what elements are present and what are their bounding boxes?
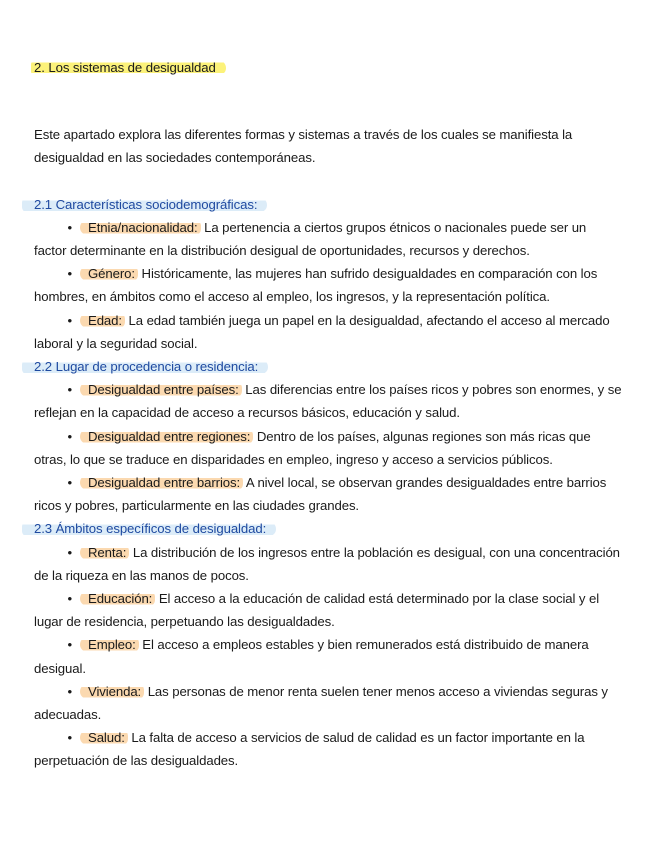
item-term: Etnia/nacionalidad: xyxy=(80,220,201,235)
bullet-icon: • xyxy=(67,591,72,607)
item-text: Dentro de los países, algunas regiones son más ricas que otras, lo que se traduce en disparidades en empleo, ingreso y acceso a servicios públicos. xyxy=(34,428,591,467)
section-heading-text: 2. Los sistemas de desigualdad xyxy=(31,60,226,75)
list-item xyxy=(34,471,622,517)
list-item xyxy=(34,425,622,471)
item-term: Educación: xyxy=(80,591,155,606)
subsection-title: 2.1 Características sociodemográficas: xyxy=(34,193,622,216)
bullet-icon: • xyxy=(67,312,72,328)
list-item xyxy=(34,541,622,587)
item-text: El acceso a empleos estables y bien remunerados está distribuido de manera desigual. xyxy=(34,637,589,676)
list-item xyxy=(34,216,622,262)
item-text: La edad también juega un papel en la desigualdad, afectando el acceso al mercado laboral y la seguridad social. xyxy=(34,312,610,351)
item-term: Género: xyxy=(80,266,138,281)
list-item xyxy=(34,726,622,772)
item-text: La pertenencia a ciertos grupos étnicos o nacionales puede ser un factor determinante en la distribución desigual de oportunidades, recursos y derechos. xyxy=(34,219,587,259)
bullet-icon: • xyxy=(67,730,72,746)
bullet-icon: • xyxy=(67,428,72,444)
bullet-icon: • xyxy=(67,544,72,560)
intro-paragraph: Este apartado explora las diferentes formas y sistemas a través de los cuales se manifiesta la desigualdad en las sociedades contemporáneas. xyxy=(34,127,573,166)
subsection-1 xyxy=(34,193,622,355)
item-text: A nivel local, se observan grandes desigualdades entre barrios ricos y pobres, particularmente en las ciudades grandes. xyxy=(34,475,607,514)
subsection-title: 2.2 Lugar de procedencia o residencia: xyxy=(34,355,622,378)
item-term: Desigualdad entre regiones: xyxy=(80,429,253,444)
item-text: El acceso a la educación de calidad está determinado por la clase social y el lugar de residencia, perpetuando las desigualdades. xyxy=(34,591,600,630)
bullet-icon: • xyxy=(67,219,72,235)
bullet-icon: • xyxy=(67,637,72,653)
list-item xyxy=(34,680,622,726)
list-item xyxy=(34,633,622,679)
item-term: Edad: xyxy=(80,313,125,328)
item-text: La distribución de los ingresos entre la población es desigual, con una concentración de la riqueza en las manos de pocos. xyxy=(34,544,620,583)
list-item xyxy=(34,378,622,424)
list-item xyxy=(34,309,622,355)
item-term: Vivienda: xyxy=(80,684,144,699)
item-text: La falta de acceso a servicios de salud de calidad es un factor importante en la perpetuación de las desigualdades. xyxy=(34,730,585,769)
item-text: Históricamente, las mujeres han sufrido desigualdades en comparación con los hombres, en ámbitos como el acceso al empleo, los ingresos, y la representación política. xyxy=(34,266,598,305)
subsection-3 xyxy=(34,517,622,772)
list-item xyxy=(34,262,622,308)
bullet-icon: • xyxy=(67,382,72,398)
item-term: Desigualdad entre países: xyxy=(80,382,242,397)
bullet-icon: • xyxy=(67,683,72,699)
subsection-title: 2.3 Ámbitos específicos de desigualdad: xyxy=(34,517,622,540)
item-term: Salud: xyxy=(80,730,128,745)
item-term: Desigualdad entre barrios: xyxy=(80,475,243,490)
list-item xyxy=(34,587,622,633)
section-heading xyxy=(34,56,622,79)
bullet-icon: • xyxy=(67,475,72,491)
bullet-icon: • xyxy=(67,266,72,282)
item-text: Las diferencias entre los países ricos y pobres son enormes, y se reflejan en la capacidad de acceso a recursos básicos, educación y salud. xyxy=(34,382,622,421)
item-text: Las personas de menor renta suelen tener menos acceso a viviendas seguras y adecuadas. xyxy=(34,683,608,723)
item-term: Empleo: xyxy=(80,637,139,652)
subsection-2 xyxy=(34,355,622,517)
item-term: Renta: xyxy=(80,545,129,560)
